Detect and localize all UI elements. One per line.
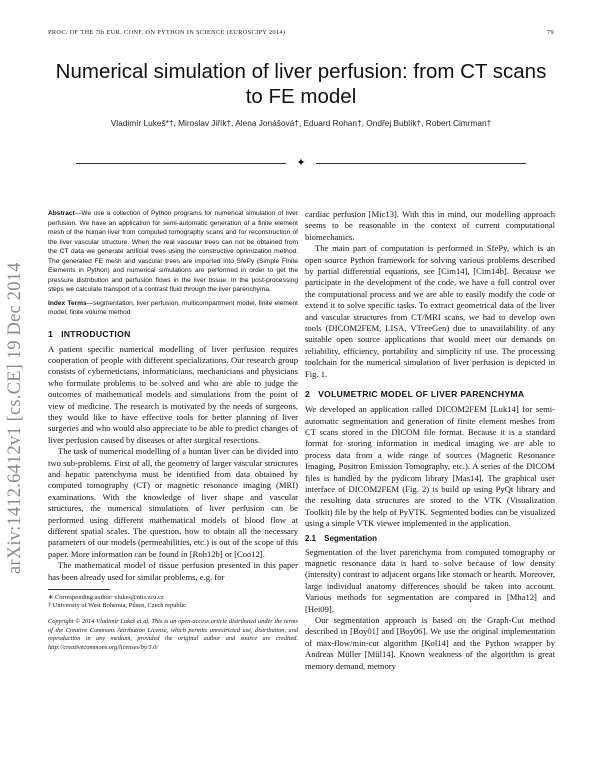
intro-paragraph-main: The main part of computation is performed in SfePy, which is an open source Python framework for solving various problems described by partial differential equations, see [Cim14], [Cim14b]. Because we participate in the development of the code, we have a full control over the computational process and we are able to easily modify the code or extend it to solve specific tasks. To extract geometrical data of the liver and vascular structures from CT/MRI scans, we had to develop own tools (DICOM2FEM, LISA, VTreeGen) due to unavailability of any suitable open source applications that would meet our demands on reliability, efficiency, portability and simplicity of use. The processing toolchain for the numerical simulation of liver perfusion is depicted in Fig. 1. — [305, 243, 555, 379]
index-terms — [48, 299, 298, 318]
page-number: 79 — [547, 29, 554, 36]
divider-left — [76, 163, 286, 164]
intro-paragraph-2: The task of numerical modelling of a human liver can be divided into two sub-problems. First of all, the geometry of larger vascular structures and hepatic parenchyma must be identified from data obtained by computed tomography (CT) or magnetic resonance imaging (MRI) examinations. With the knowledge of liver shape and vascular structures, the numerical simulations of liver perfusion can be performed using different mathematical models of blood flow at different spatial scales. The question, how to obtain all the necessary parameters of our models (permeabilities, etc.) is out of the scope of this paper. More information can be found in [Roh12b] or [Coo12]. — [48, 446, 298, 559]
section-title: INTRODUCTION — [61, 328, 131, 339]
left-column — [48, 209, 298, 652]
section-heading-introduction — [48, 329, 298, 339]
paper-title: Numerical simulation of liver perfusion: from CT scans to FE model — [55, 60, 547, 108]
subsection-title: Segmentation — [324, 533, 378, 543]
segmentation-paragraph-2: Our segmentation approach is based on the Graph-Cut method described in [Boy01] and [Boy06]. We use the original implementation of max-flow/min-cut algorithm [Kol14] and the Python wrapper by Andreas Müller [Mül14]. Known weakness of the algorithm is great memory demand, memory — [305, 615, 555, 671]
abstract — [48, 209, 298, 295]
intro-continued-paragraph: cardiac perfusion [Mic13]. With this in mind, our modelling approach seems to be reasonable in the context of current computational biomechanics. — [305, 209, 555, 242]
journal-name: PROC. OF THE 7th EUR. CONF. ON PYTHON IN SCIENCE (EUROSCIPY 2014) — [48, 29, 286, 36]
index-terms-label: Index Terms — [48, 299, 87, 307]
footnote-rule — [48, 589, 110, 590]
abstract-label: Abstract — [48, 210, 75, 217]
abstract-text: —We use a collection of Python programs for numerical simulation of liver perfusion. We have an application for semi-automatic generation of a finite element mesh of the human liver from computed tomography scans and for reconstruction of the liver vascular structure. When the real vascular trees can not be obtained from the CT data we generate artificial trees using the constructive optimization method. The generated FE mesh and vascular trees are imported into SfePy (Simple Finite Elements in Python) and numerical simulations are performed in order to get the pressure distribution and perfusion flows in the liver tissue. In the post-processing steps we calculate transport of a contrast fluid through the liver parenchyma. — [48, 210, 298, 293]
intro-paragraph-1: A patient specific numerical modelling of liver perfusion requires cooperation of people with different specializations. Our research group consists of cyberneticians, informaticians, mechanicians and physicians who formulate problems to be solved and who are able to judge the outcomes of mathematical models and simulations from the point of view of medicine. The research is motivated by the needs of surgeons, they would like to have effective tools for better planning of liver surgeries and who would also appreciate to be able to predict changes of liver perfusion caused by diseases or after surgical resections. — [48, 343, 298, 445]
section-number: 1 — [48, 328, 54, 339]
index-terms-text: —segmentation, liver perfusion, multicompartment model, finite element model, finite volume method — [48, 299, 298, 316]
subsection-heading-segmentation — [305, 534, 555, 543]
right-column — [305, 209, 555, 672]
divider-right — [316, 163, 526, 164]
subsection-number: 2.1 — [305, 533, 317, 543]
divider-diamond-icon: ✦ — [296, 157, 306, 169]
volumetric-paragraph: We developed an application called DICOM2FEM [Luk14] for semi-automatic segmentation and generation of finite element meshes from CT scans stored in the DICOM file format. Because it is a standard format for storing information in medical imaging we are able to process data from a wide range of sources (Magnetic Resonance Imaging, Positron Emission Tomography, etc.). A series of the DICOM files is handled by the pydicom library [Mas14]. The graphical user interface of DICOM2FEM (Fig. 2) is build up using PyQt library and the resulting data structures are stored to the VTK (Visualization Toolkit) file by the help of PyVTK. Segmented bodies can be visualized using a simple VTK viewer implemented in the application. — [305, 404, 555, 529]
footnote-affiliation: † University of West Bohemia, Pilsen, Czech republic — [48, 602, 186, 610]
arxiv-stamp: arXiv:1412.6412v1 [cs.CE] 19 Dec 2014 — [5, 262, 25, 574]
section-heading-volumetric-model — [305, 389, 555, 399]
segmentation-paragraph-1: Segmentation of the liver parenchyma from computed tomography or magnetic resonance data is hard to solve because of low density (intensity) contrast to adjacent organs like stomach or hearth. Moreover, large individual anatomy differences should be taken into account. Various methods for segmentation are compared in [Mha12] and [Hei09]. — [305, 546, 555, 614]
copyright-notice: Copyright © 2014 Vladimír Lukeš et al. This is an open-access article distributed under the terms of the Creative Commons Attribution License, which permits unrestricted use, distribution, and reproduction in any medium, provided the original author and source are credited. http://creativecommons.org/licenses/by/3.0/ — [48, 618, 298, 651]
intro-paragraph-3: The mathematical model of tissue perfusion presented in this paper has been already used for similar problems, e.g. for — [48, 560, 298, 582]
section-title: VOLUMETRIC MODEL OF LIVER PARENCHYMA — [318, 389, 525, 400]
footnote-corresponding-author: ∗ Corresponding author: vlukes@ntis.zcu.cz — [48, 593, 164, 601]
section-number: 2 — [305, 389, 311, 400]
author-list: Vladimír Lukeš*†, Miroslav Jiřík†, Alena Jonášová†, Eduard Rohan†, Ondřej Bublík†, Robert Cimrman† — [110, 118, 492, 128]
